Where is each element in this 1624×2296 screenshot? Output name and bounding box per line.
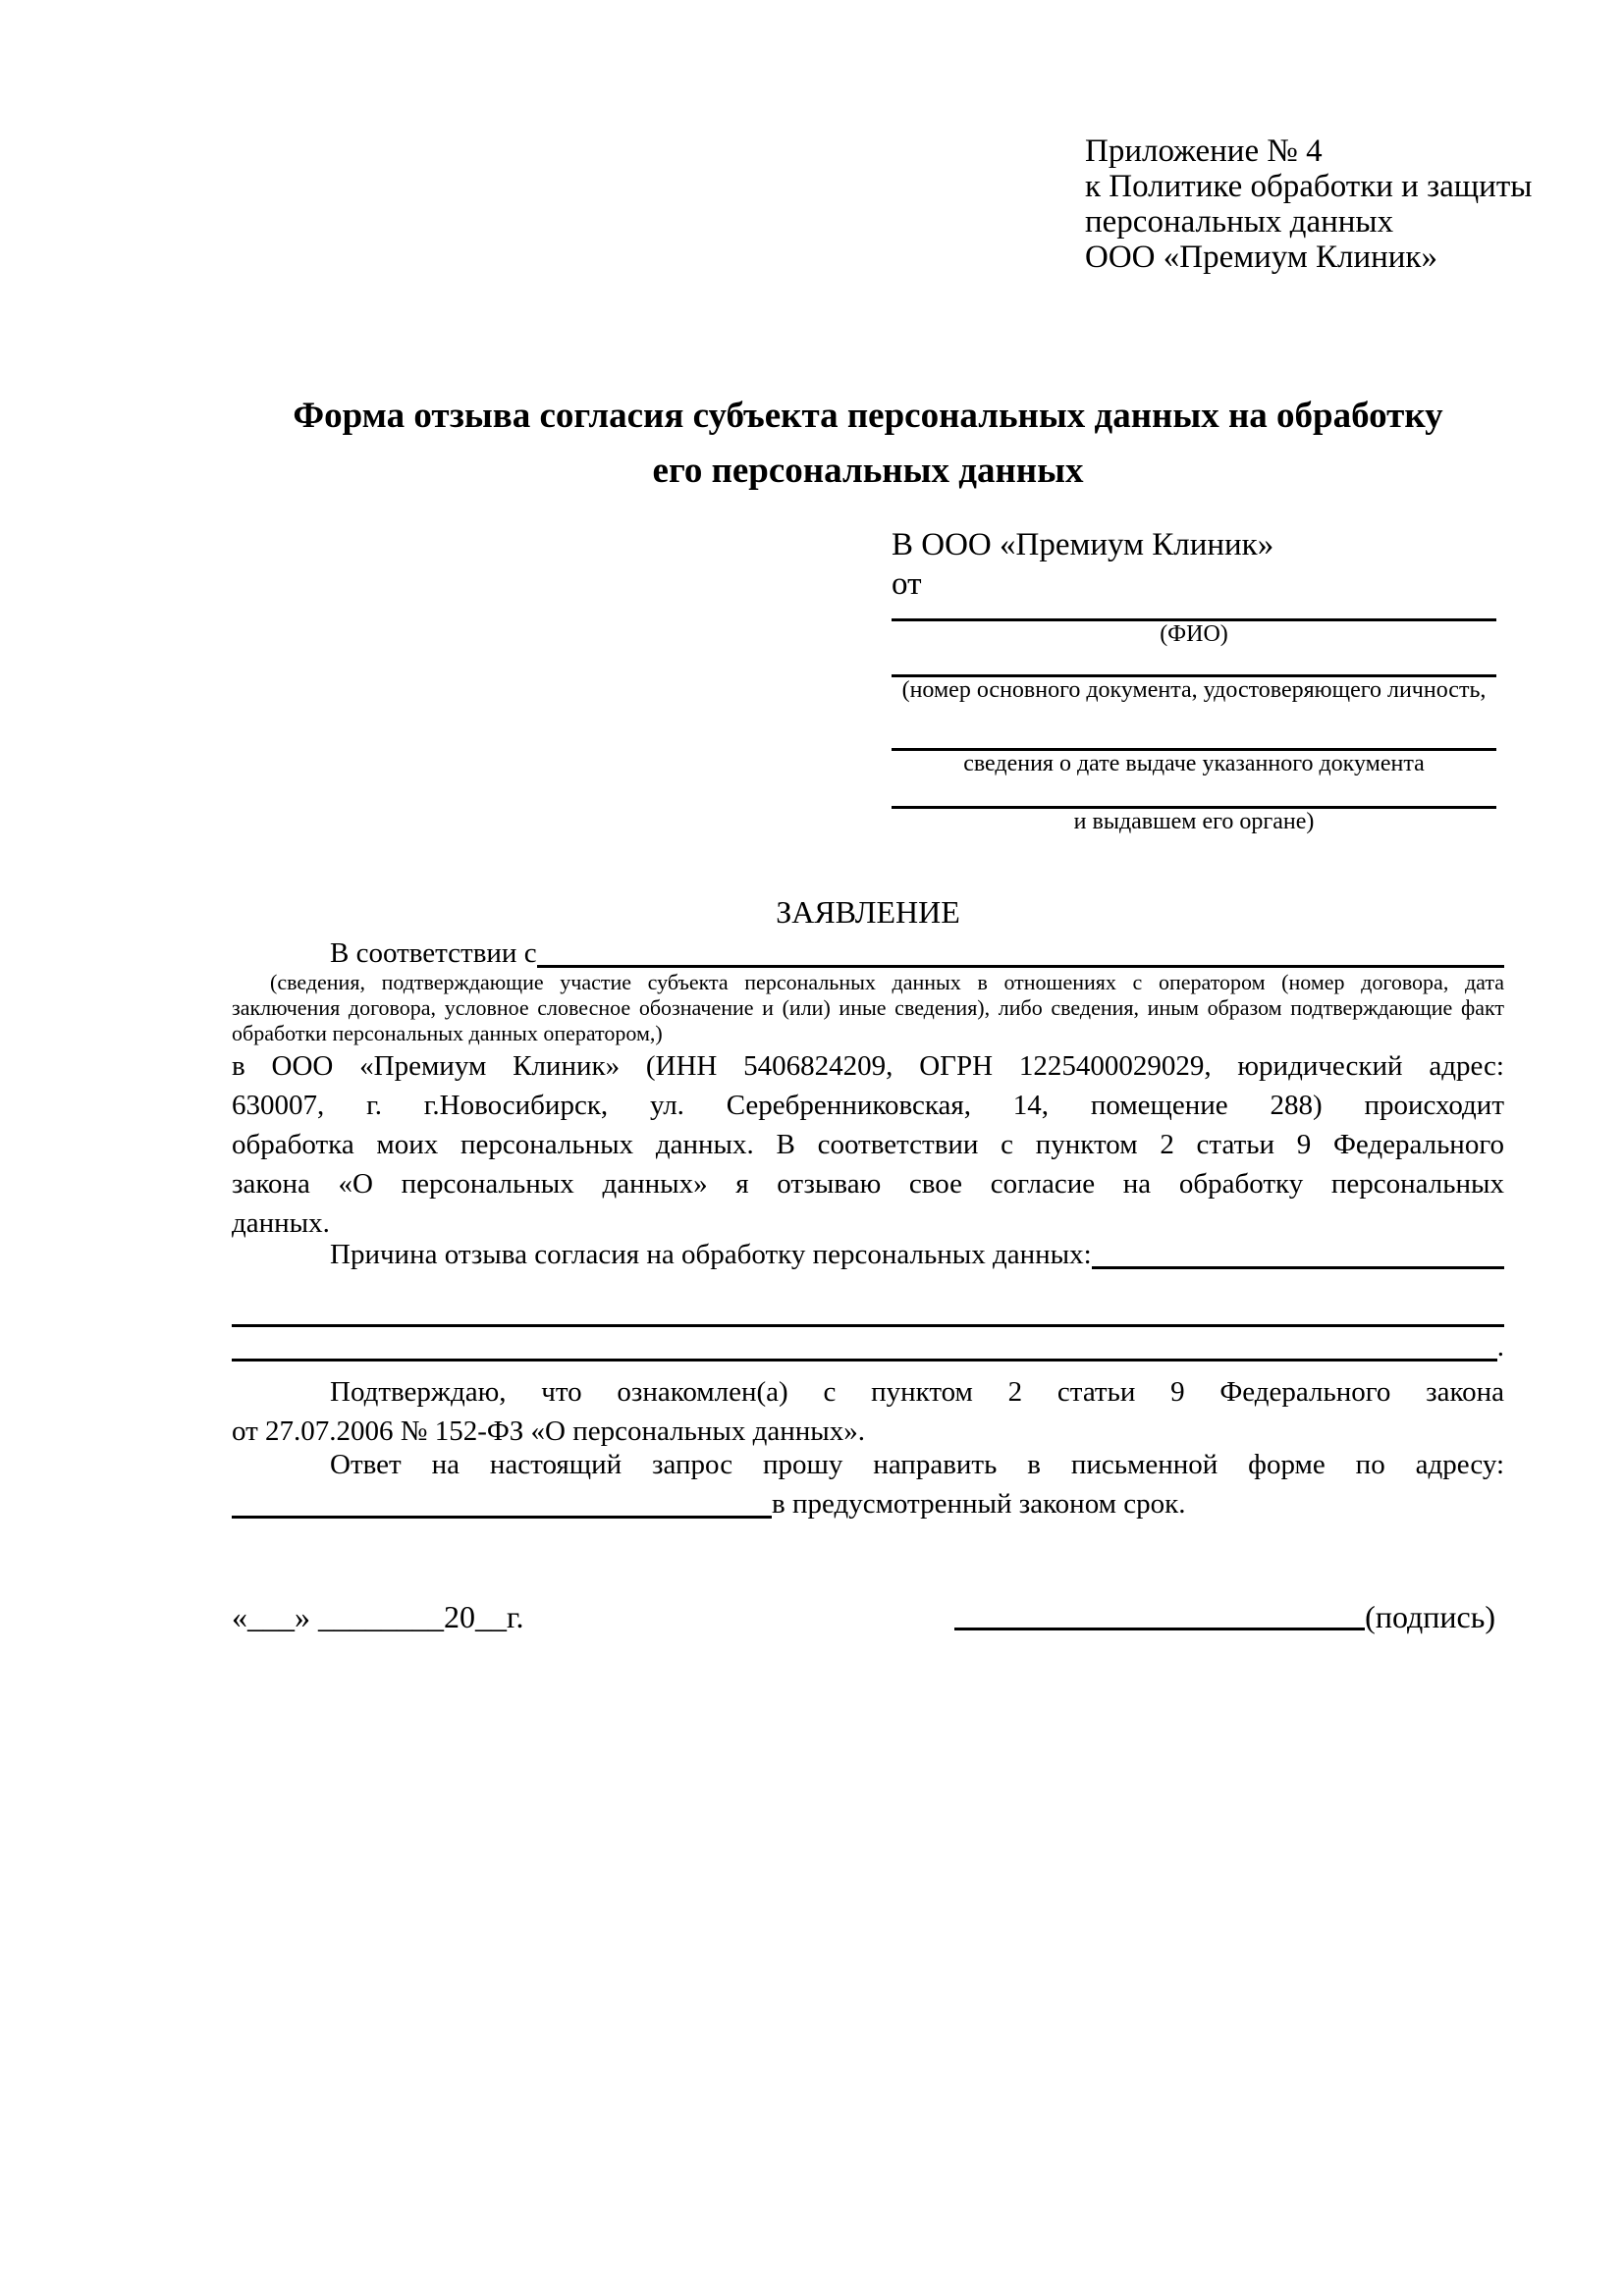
appendix-line: к Политике обработки и защиты (1085, 169, 1533, 204)
reason-label: Причина отзыва согласия на обработку персональных данных: (330, 1239, 1092, 1270)
reply-intro-line: Ответ на настоящий запрос прошу направить в письменной форме по адресу: (330, 1449, 1504, 1480)
reason-field-line[interactable] (1092, 1235, 1504, 1269)
confirm-paragraph (232, 1372, 1504, 1451)
body-line: 630007, г. г.Новосибирск, ул. Серебренниковская, 14, помещение 288) происходит (232, 1090, 1504, 1121)
body-line: в ООО «Премиум Клиник» (ИНН 5406824209, ОГРН 1225400029029, юридический адрес: (232, 1050, 1504, 1082)
doc-caption-1: (номер основного документа, удостоверяющего личность, (901, 677, 1487, 703)
signature-block (954, 1597, 1495, 1636)
appendix-line: ООО «Премиум Клиник» (1085, 240, 1437, 275)
appendix-line: персональных данных (1085, 204, 1394, 240)
confirm-line: Подтверждаю, что ознакомлен(а) с пунктом 2 статьи 9 Федерального закона (330, 1376, 1504, 1408)
reason-extra-period: . (1496, 1331, 1504, 1362)
fio-field-line[interactable] (892, 604, 1496, 621)
doc-caption-2: сведения о дате выдаче указанного документа (963, 751, 1425, 776)
basis-intro-row (232, 934, 1504, 973)
confirm-line: от 27.07.2006 № 152-ФЗ «О персональных данных». (232, 1415, 866, 1447)
basis-note (232, 970, 1504, 1046)
address-field-line[interactable] (232, 1484, 772, 1519)
body-line: обработка моих персональных данных. В соответствии с пунктом 2 статьи 9 Федерального (232, 1129, 1504, 1160)
form-title-line: его персональных данных (652, 451, 1084, 491)
addressee-block (892, 525, 1496, 834)
reason-row (232, 1235, 1504, 1274)
form-title-line: Форма отзыва согласия субъекта персональных данных на обработку (293, 396, 1443, 436)
basis-note-line: заключения договора, условное словесное обозначение и (или) иные сведения), либо сведения, иным образом подтверждающие факт (232, 995, 1504, 1020)
signature-caption: (подпись) (1365, 1599, 1495, 1634)
statement-heading: ЗАЯВЛЕНИЕ (776, 894, 960, 930)
fio-caption: (ФИО) (1160, 621, 1228, 647)
reason-extra-line-2[interactable] (232, 1327, 1497, 1362)
reason-extra-line-1[interactable] (232, 1288, 1504, 1327)
reply-paragraph (232, 1445, 1504, 1523)
basis-intro-text: В соответствии с (330, 937, 537, 969)
basis-field-line[interactable] (537, 934, 1504, 968)
addressee-line: В ООО «Премиум Клиник» (892, 527, 1274, 562)
from-line: от (892, 566, 922, 602)
doc-caption-3: и выдавшем его органе) (1073, 809, 1315, 834)
body-paragraph (232, 1046, 1504, 1243)
body-line: закона «О персональных данных» я отзываю свое согласие на обработку персональных (232, 1168, 1504, 1200)
signature-field-line[interactable] (954, 1597, 1365, 1630)
reason-extra-row-2 (232, 1327, 1504, 1366)
reply-tail-text: в предусмотренный законом срок. (772, 1488, 1186, 1520)
basis-note-line: (сведения, подтверждающие участие субъекта персональных данных в отношениях с оператором (номер договора, дата (270, 970, 1504, 994)
appendix-line: Приложение № 4 (1085, 133, 1323, 169)
basis-note-line: обработки персональных данных оператором,) (232, 1021, 663, 1045)
date-blank[interactable]: «___» ________20__г. (232, 1599, 524, 1634)
doc-field-line-3[interactable] (892, 776, 1496, 809)
reply-address-row (232, 1484, 1504, 1523)
doc-field-line-2[interactable] (892, 703, 1496, 751)
doc-field-line-1[interactable] (892, 647, 1496, 677)
appendix-header (1085, 133, 1532, 275)
body-line: данных. (232, 1207, 330, 1239)
form-title (232, 389, 1504, 499)
